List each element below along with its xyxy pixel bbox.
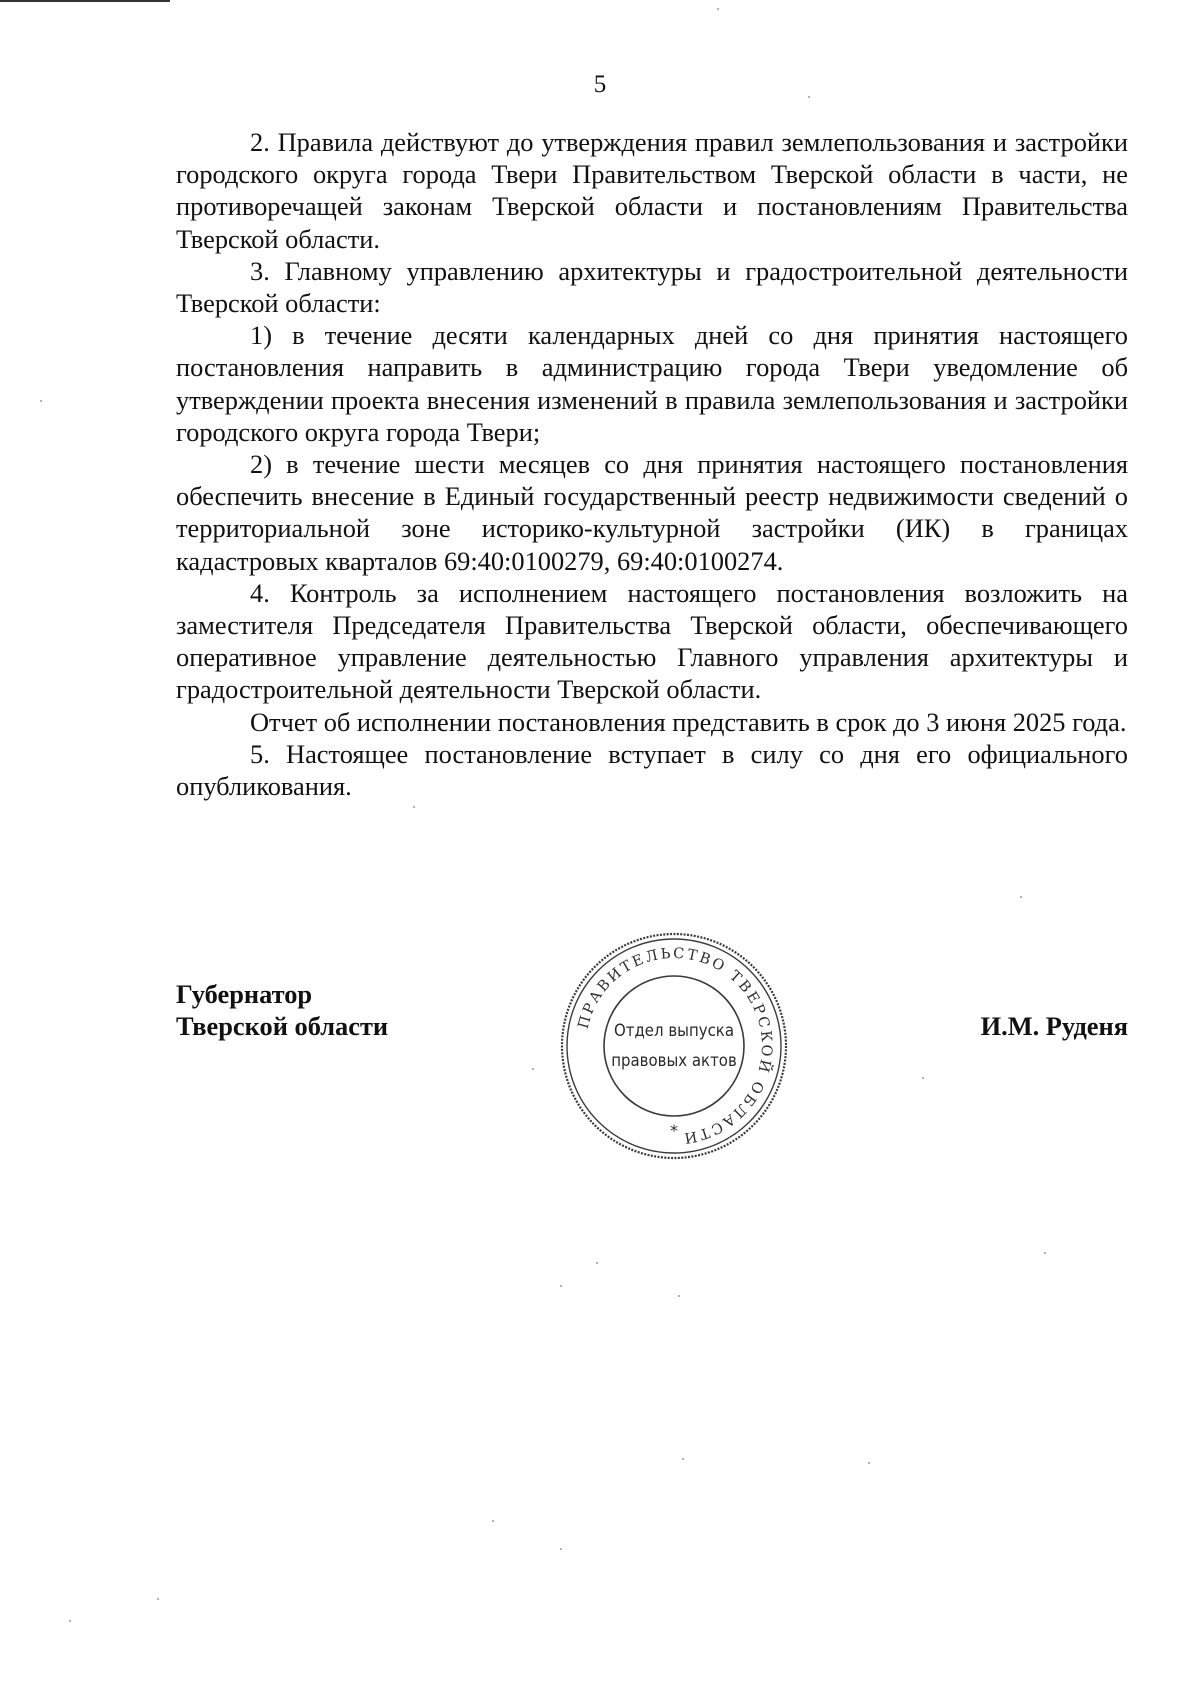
paragraph-2: 2. Правила действуют до утверждения правил землепользования и застройки городского округа города Твери Правительством Тверской области в части, не противоречащей законам Тверской области и постановлениям Правительства Тверской области. <box>176 127 1128 254</box>
scan-speck <box>1044 1252 1046 1254</box>
scan-speck <box>413 806 415 808</box>
scan-speck <box>69 1620 71 1622</box>
scan-speck <box>560 1548 562 1550</box>
page-number: 5 <box>593 71 607 98</box>
seal-center-text <box>572 1016 776 1076</box>
scan-speck <box>560 1285 562 1287</box>
seal-star: * <box>670 1121 678 1140</box>
document-body <box>176 126 1128 802</box>
signatory-title-line-1: Губернатор <box>176 979 313 1009</box>
scan-speck <box>596 1262 598 1264</box>
signatory-name: И.М. Руденя <box>980 1011 1128 1041</box>
scan-speck <box>492 1520 494 1522</box>
scan-speck <box>922 1077 924 1079</box>
seal-ring-text: ПРАВИТЕЛЬСТВО ТВЕРСКОЙ ОБЛАСТИ <box>575 945 775 1146</box>
scan-speck <box>157 1598 159 1600</box>
scan-speck <box>678 1295 680 1297</box>
seal-center-line-2: правовых актов <box>611 1051 737 1071</box>
scan-speck <box>532 1068 534 1070</box>
paragraph-5: 5. Настоящее постановление вступает в силу со дня его официального опубликования. <box>176 738 1128 802</box>
paragraph-4-report: Отчет об исполнении постановления представить в срок до 3 июня 2025 года. <box>250 706 1127 737</box>
scan-speck <box>868 1462 870 1464</box>
paragraph-4: 4. Контроль за исполнением настоящего постановления возложить на заместителя Председателя Правительства Тверской области, обеспечивающего оперативное управление деятельностью Главного управления архитектуры и градостроительной деятельности Тверской области. <box>176 577 1128 705</box>
scan-speck <box>717 8 719 10</box>
paragraph-3: 3. Главному управлению архитектуры и градостроительной деятельности Тверской области: <box>176 255 1128 319</box>
signatory-title <box>176 978 388 1042</box>
scan-speck <box>808 96 810 98</box>
scan-speck <box>40 400 42 402</box>
paragraph-3-item-2: 2) в течение шести месяцев со дня принятия настоящего постановления обеспечить внесение в Единый государственный реестр недвижимости сведений о территориальной зоне историко-культурной застройки (ИК) в границах кадастровых кварталов 69:40:0100279, 69:40:0100274. <box>176 449 1128 576</box>
signatory-title-line-2: Тверской области <box>176 1011 389 1042</box>
top-edge-rule <box>0 0 170 2</box>
official-seal <box>558 930 790 1162</box>
scan-speck <box>682 1458 684 1460</box>
paragraph-3-item-1: 1) в течение десяти календарных дней со дня принятия настоящего постановления направить в администрацию города Твери уведомление об утверждении проекта внесения изменений в правила землепользования и застройки городского округа города Твери; <box>176 320 1128 447</box>
scan-speck <box>1020 896 1022 898</box>
seal-center-line-1: Отдел выпуска <box>613 1021 735 1041</box>
